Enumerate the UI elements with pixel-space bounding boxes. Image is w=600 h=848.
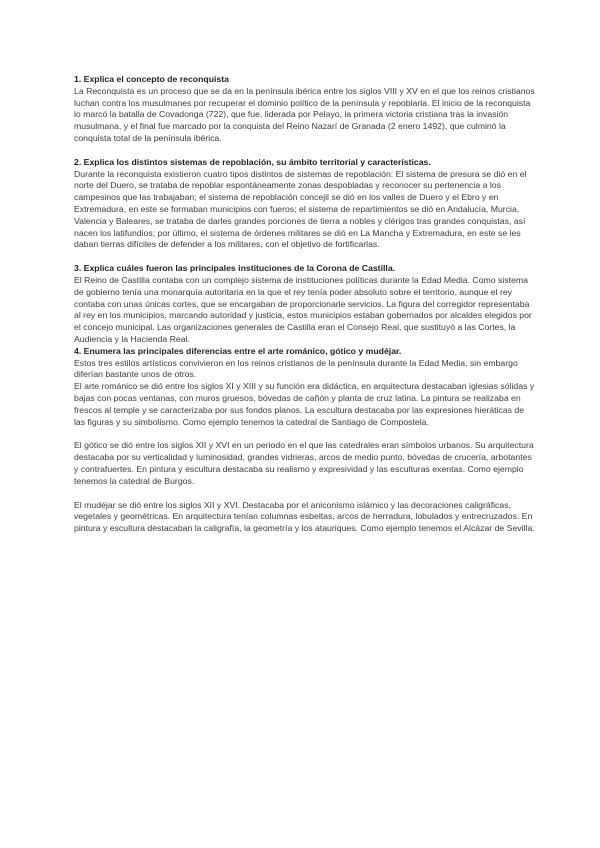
spacer — [74, 488, 536, 500]
spacer — [74, 145, 536, 157]
spacer — [74, 251, 536, 263]
question-2-heading: 2. Explica los distintos sistemas de repoblación, su ámbito territorial y características. — [74, 156, 431, 167]
question-1-answer: La Reconquista es un proceso que se da en la península ibérica entre los siglos VIII y XV en el que los reinos cristianos luchan contra los musulmanes por recuperar el dominio político de la península y repoblarla. El inicio de la reconquista lo marcó la batalla de Covadonga (722), que fue, liderada por Pelayo, la primera victoria cristiana tras la invasión musulmana, y el final fue marcado por la conquista del Reino Nazarí de Granada (2 enero 1492), que culminó la conquista total de la península ibérica. — [74, 85, 535, 143]
question-2-answer: Durante la reconquista existieron cuatro tipos distintos de sistemas de repoblación: El sistema de presura se dió en el norte del Duero, se trataba de repoblar espontáneamente zonas despobladas y reconocer su pertenencia a los campesinos que las trabajaban; el sistema de repoblación concejil se dió en los valles de Duero y el Ebro y en Extremadura, en este se formaban municipios con fueros; el sistema de repartimientos se dió en Andalucía, Murcia, Valencia y Baleares, se trataba de darles grandes porciones de tierra a nobles y clérigos tras grandes conquistas, así nacen los latifundios; por último, el sistema de órdenes militares se dió en La Mancha y Extremadura, en este se les daban tierras difíciles de defender a los militares, con el objetivo de fortificarlas. — [74, 168, 527, 250]
question-1-heading: 1. Explica el concepto de reconquista — [74, 74, 229, 84]
question-4-intro: Estos tres estilos artísticos convivieron en los reinos cristianos de la península durante la Edad Media, sin embargo diferían bastante unos de otros. — [74, 357, 518, 380]
question-4-mudejar: El mudéjar se dió entre los siglos XII y XVI. Destacaba por el aniconismo islámico y las decoraciones caligráficas, vegetales y geométricas. En arquitectura tenían columnas esbeltas, arcos de herradura, lobulados y entrecruzados. En pintura y escultura destacaban la caligrafía, la geometría y los atauriques. Como ejemplo tenemos el Alcázar de Sevilla. — [74, 499, 535, 534]
question-4-heading: 4. Enumera las principales diferencias entre el arte románico, gótico y mudéjar. — [74, 345, 402, 356]
spacer — [74, 428, 536, 440]
document-page — [74, 74, 536, 535]
question-4-gotico: El gótico se dió entre los siglos XII y XVI en un periodo en el que las catedrales eran símbolos urbanos. Su arquitectura destacaba por su verticalidad y luminosidad, grandes vidrieras, arcos de medio punto, bóvedas de crucería, arbotantes y contrafuertes. En pintura y escultura destacaba su realismo y expresividad y las esculturas exentas. Como ejemplo tenemos la catedral de Burgos. — [74, 440, 534, 486]
question-3-answer: El Reino de Castilla contaba con un complejo sistema de instituciones políticas durante la Edad Media. Como sistema de gobierno tenía una monarquía autoritaria en la que el rey tenía poder absoluto sobre el territorio, aunque el rey contaba con unas únicas cortes, que se encargaban de proporcionarle servicios. La figura del corregidor representaba al rey en los municipios, marcando autoridad y justicia, estos municipios estaban gobernados por alcaldes elegidos por el concejo municipal. Las organizaciones generales de Castilla eran el Consejo Real, que sustituyó a las Cortes, la Audiencia y la Hacienda Real. — [74, 274, 532, 344]
question-3-heading: 3. Explica cuáles fueron las principales instituciones de la Corona de Castilla. — [74, 263, 396, 274]
question-4-romanico: El arte románico se dió entre los siglos XI y XIII y su función era didáctica, en arquitectura destacaban iglesias sólidas y bajas con pocas ventanas, con muros gruesos, bóvedas de cañón y planta de cruz latina. La pintura se realizaba en frescos al temple y se caracterizaba por sus fondos planos. La escultura destacaba por las expresiones hieráticas de las figuras y su simbolismo. Como ejemplo tenemos la catedral de Santiago de Compostela. — [74, 381, 535, 427]
